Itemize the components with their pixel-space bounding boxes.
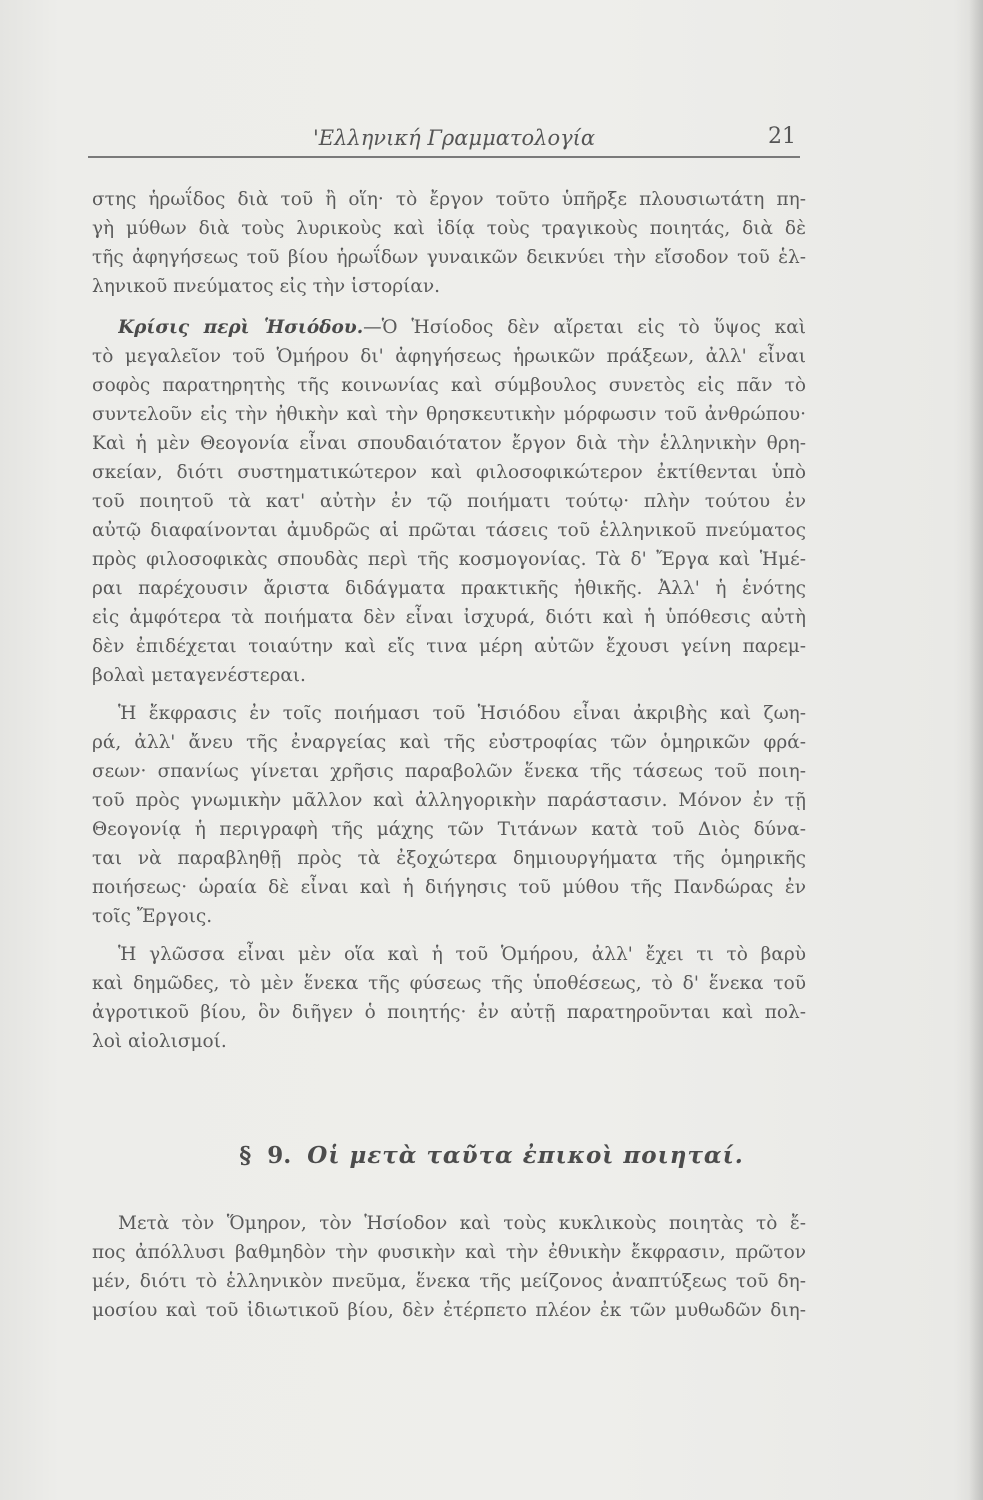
page-number: 21 [768, 124, 796, 149]
side-heading: Κρίσις περὶ Ἡσιόδου. [118, 317, 364, 338]
text-line: ρά, ἀλλ' ἄνευ τῆς ἐναργείας καὶ τῆς εὐστροφίας τῶν ὁμηρικῶν φρά- [92, 732, 806, 753]
text-line: πρὸς φιλοσοφικὰς σπουδὰς περὶ τῆς κοσμογονίας. Τὰ δ' Ἔργα καὶ Ἡμέ- [92, 549, 806, 570]
text-line: στης ἡρωΐδος διὰ τοῦ ἢ οἵη· τὸ ἔργον τοῦτο ὑπῆρξε πλουσιωτάτη πη- [92, 189, 806, 210]
section-symbol: § [239, 1142, 252, 1169]
text-line: σκείαν, διότι συστηματικώτερον καὶ φιλοσοφικώτερον ἐκτίθενται ὑπὸ [92, 462, 806, 483]
text-line: Θεογονίᾳ ἡ περιγραφὴ τῆς μάχης τῶν Τιτάνων κατὰ τοῦ Διὸς δύνα- [92, 819, 806, 840]
text-line: ποιήσεως· ὡραία δὲ εἶναι καὶ ἡ διήγησις τοῦ μύθου τῆς Πανδώρας ἐν [92, 877, 806, 898]
text-line: σεων· σπανίως γίνεται χρῆσις παραβολῶν ἕνεκα τῆς τάσεως τοῦ ποιη- [92, 761, 806, 782]
text-line: συντελοῦν εἰς τὴν ἠθικὴν καὶ τὴν θρησκευτικὴν μόρφωσιν τοῦ ἀνθρώπου· [92, 404, 806, 425]
text-line: σοφὸς παρατηρητὴς τῆς κοινωνίας καὶ σύμβουλος συνετὸς εἰς πᾶν τὸ [92, 375, 806, 396]
text-line: Καὶ ἡ μὲν Θεογονία εἶναι σπουδαιότατον ἔργον διὰ τὴν ἑλληνικὴν θρη- [92, 433, 806, 454]
text-line: καὶ δημῶδες, τὸ μὲν ἕνεκα τῆς φύσεως τῆς ὑποθέσεως, τὸ δ' ἕνεκα τοῦ [92, 973, 806, 994]
text-line: λοὶ αἰολισμοί. [92, 1031, 227, 1052]
section-number: 9. [267, 1142, 292, 1169]
text-line: Ἡ γλῶσσα εἶναι μὲν οἵα καὶ ἡ τοῦ Ὁμήρου, ἀλλ' ἔχει τι τὸ βαρὺ [118, 944, 806, 965]
text-line: γὴ μύθων διὰ τοὺς λυρικοὺς καὶ ἰδίᾳ τοὺς τραγικοὺς ποιητάς, διὰ δὲ [92, 218, 806, 239]
text-line: ληνικοῦ πνεύματος εἰς τὴν ἱστορίαν. [92, 276, 441, 297]
text-line: τοῖς Ἔργοις. [92, 906, 213, 927]
text-line: μέν, διότι τὸ ἑλληνικὸν πνεῦμα, ἕνεκα τῆς μείζονος ἀναπτύξεως τοῦ δη- [92, 1271, 806, 1292]
text-run: —Ὁ Ἡσίοδος δὲν αἴρεται εἰς τὸ ὕψος καὶ [363, 317, 806, 338]
text-line: εἰς ἀμφότερα τὰ ποιήματα δὲν εἶναι ἰσχυρά, διότι καὶ ἡ ὑπόθεσις αὐτὴ [92, 607, 806, 628]
text-line: τῆς ἀφηγήσεως τοῦ βίου ἡρωΐδων γυναικῶν δεικνύει τὴν εἴσοδον τοῦ ἑλ- [92, 247, 806, 268]
text-line: μοσίου καὶ τοῦ ἰδιωτικοῦ βίου, δὲν ἐτέρπετο πλέον ἐκ τῶν μυθωδῶν διη- [92, 1300, 806, 1321]
text-line: Μετὰ τὸν Ὅμηρον, τὸν Ἡσίοδον καὶ τοὺς κυκλικοὺς ποιητὰς τὸ ἔ- [118, 1213, 806, 1234]
text-line: τὸ μεγαλεῖον τοῦ Ὁμήρου δι' ἀφηγήσεως ἡρωικῶν πράξεων, ἀλλ' εἶναι [92, 346, 806, 367]
text-line: δὲν ἐπιδέχεται τοιαύτην καὶ εἴς τινα μέρη αὐτῶν ἔχουσι γείνη παρεμ- [92, 636, 806, 657]
header-rule [88, 156, 800, 158]
section-title: Οἱ μετὰ ταῦτα ἐπικοὶ ποιηταί. [307, 1142, 744, 1169]
text-line: αὐτῷ διαφαίνονται ἀμυδρῶς αἱ πρῶται τάσεις τοῦ ἑλληνικοῦ πνεύματος [92, 520, 806, 541]
text-line: βολαὶ μεταγενέστεραι. [92, 665, 306, 686]
text-line: τοῦ ποιητοῦ τὰ κατ' αὐτὴν ἐν τῷ ποιήματι τούτῳ· πλὴν τούτου ἐν [92, 491, 806, 512]
text-line: ται νὰ παραβληθῇ πρὸς τὰ ἐξοχώτερα δημιουργήματα τῆς ὁμηρικῆς [92, 848, 806, 869]
text-line: ραι παρέχουσιν ἄριστα διδάγματα πρακτικῆς ἠθικῆς. Ἀλλ' ἡ ἑνότης [92, 578, 806, 599]
text-line: τοῦ πρὸς γνωμικὴν μᾶλλον καὶ ἀλληγορικὴν παράστασιν. Μόνον ἐν τῇ [92, 790, 806, 811]
text-line: ἀγροτικοῦ βίου, ὃν διῆγεν ὁ ποιητής· ἐν αὐτῇ παρατηροῦνται καὶ πολ- [92, 1002, 806, 1023]
page-edge-shadow [969, 0, 983, 1500]
text-line: Ἡ ἔκφρασις ἐν τοῖς ποιήμασι τοῦ Ἡσιόδου εἶναι ἀκριβὴς καὶ ζωη- [118, 703, 806, 724]
paragraph-first-line [118, 314, 806, 342]
running-title: 'Ελληνική Γραμματολογία [313, 126, 596, 150]
text-line: πος ἀπόλλυσι βαθμηδὸν τὴν φυσικὴν καὶ τὴν ἐθνικὴν ἔκφρασιν, πρῶτον [92, 1242, 806, 1263]
section-heading [0, 1142, 983, 1169]
page-header [88, 118, 800, 158]
